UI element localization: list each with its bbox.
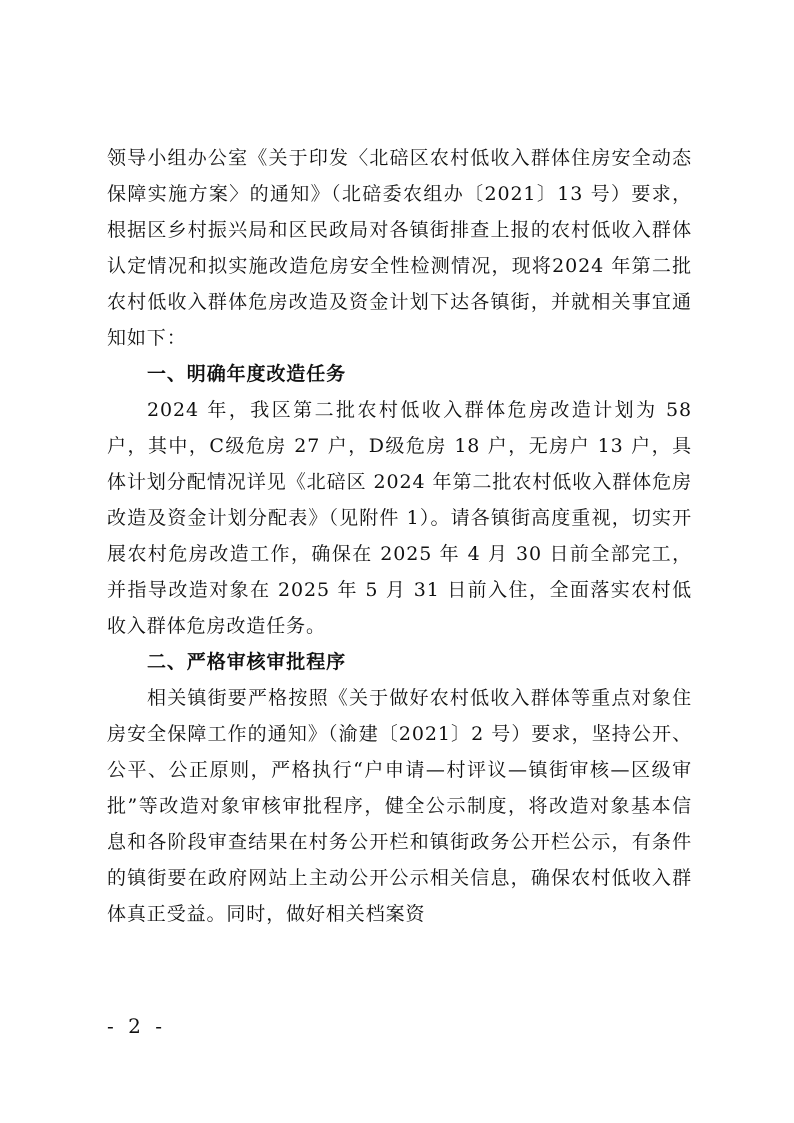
section-heading-1: 一、明确年度改造任务 — [147, 363, 347, 385]
page-number: - 2 - — [107, 1014, 166, 1038]
paragraph-section-2: 相关镇街要严格按照《关于做好农村低收入群体等重点对象住房安全保障工作的通知》（渝建〔2021〕2 号）要求，坚持公开、公平、公正原则，严格执行“户申请—村评议—镇街审核—区级审批”等改造对象审核审批程序，健全公示制度，将改造对象基本信息和各阶段审查结果在村务公开栏和镇街政务公开栏公示，有条件的镇街要在政府网站上主动公开公示相关信息，确保农村低收入群体真正受益。同时，做好相关档案资 — [107, 687, 692, 925]
paragraph-section-1: 2024 年，我区第二批农村低收入群体危房改造计划为 58户，其中，C级危房 27 户，D级危房 18 户，无房户 13 户，具体计划分配情况详见《北碚区 2024 年第二批农村低收入群体危房改造及资金计划分配表》（见附件 1）。请各镇街高度重视，切实开展农村危房改造工作，确保在 2025 年 4 月 30 日前全部完工，并指导改造对象在 2025 年 5 月 31 日前入住，全面落实农村低收入群体危房改造任务。 — [107, 399, 692, 637]
section-heading-2: 二、严格审核审批程序 — [147, 651, 347, 673]
document-body — [107, 140, 692, 932]
paragraph-intro: 领导小组办公室《关于印发〈北碚区农村低收入群体住房安全动态保障实施方案〉的通知》（北碚委农组办〔2021〕13 号）要求，根据区乡村振兴局和区民政局对各镇街排查上报的农村低收入群体认定情况和拟实施改造危房安全性检测情况，现将2024 年第二批农村低收入群体危房改造及资金计划下达各镇街，并就相关事宜通知如下： — [107, 147, 692, 349]
